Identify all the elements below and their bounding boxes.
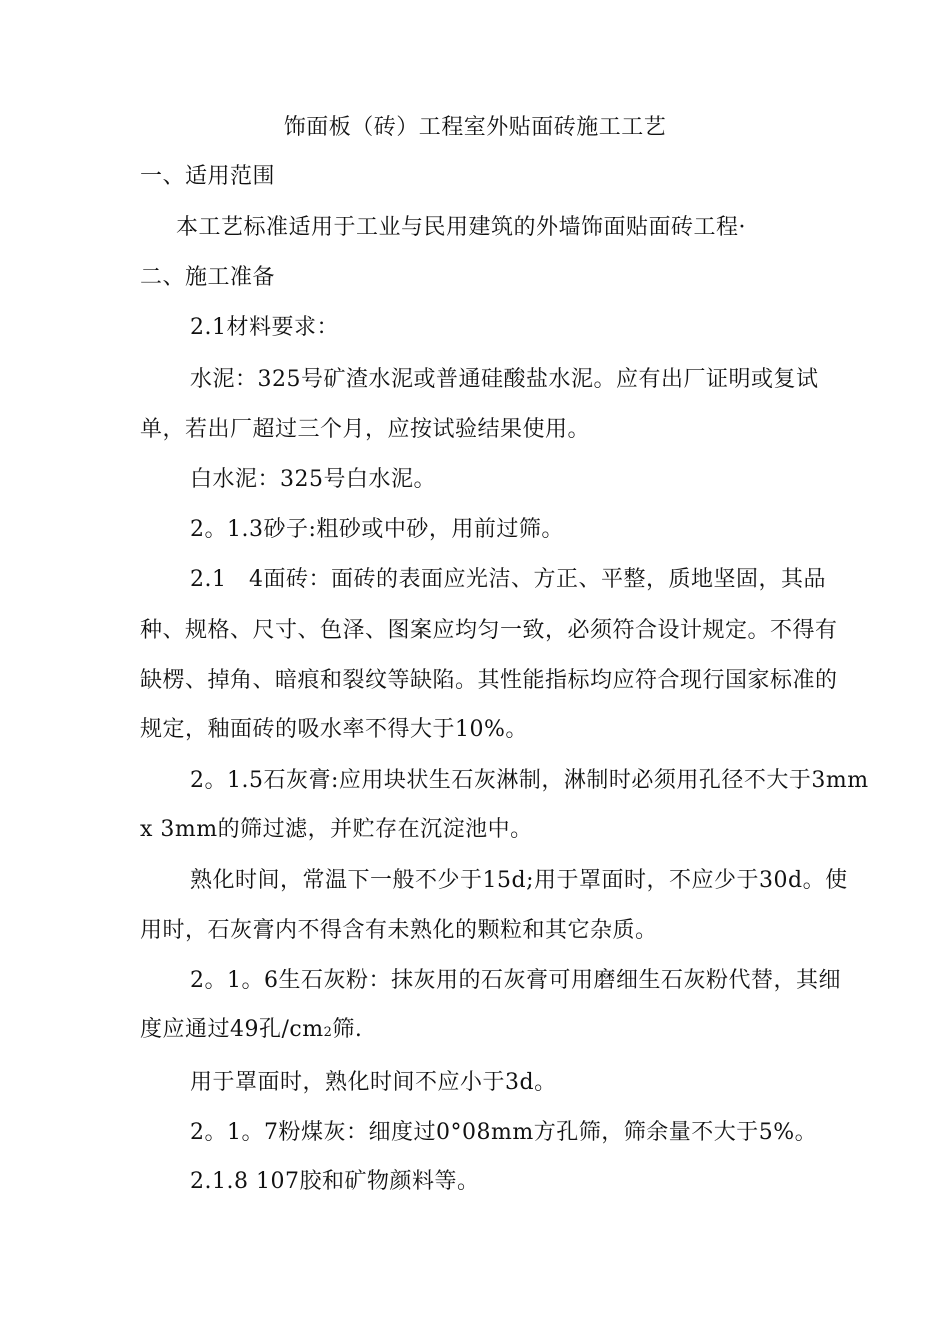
paragraph-line: 种、规格、尺寸、色泽、图案应均匀一致，必须符合设计规定。不得有 <box>140 618 838 643</box>
paragraph-line: 白水泥：325号白水泥。 <box>190 467 436 492</box>
paragraph-line: 2。1.3砂子:粗砂或中砂，用前过筛。 <box>190 517 564 542</box>
paragraph-line: 本工艺标准适用于工业与民用建筑的外墙饰面贴面砖工程· <box>176 215 746 240</box>
paragraph-line: 2。1.5石灰膏:应用块状生石灰淋制，淋制时必须用孔径不大于3mm <box>190 768 869 793</box>
paragraph-line: 规定，釉面砖的吸水率不得大于10%。 <box>140 717 528 742</box>
paragraph-line: 2。1。6生石灰粉：抹灰用的石灰膏可用磨细生石灰粉代替，其细 <box>190 968 841 993</box>
paragraph-text: 筛. <box>332 1017 363 1042</box>
paragraph-line: 2。1。7粉煤灰：细度过0°08mm方孔筛，筛余量不大于5%。 <box>190 1120 818 1145</box>
paragraph-line: 用时，石灰膏内不得含有未熟化的颗粒和其它杂质。 <box>140 918 658 943</box>
subsection-heading-materials: 2.1材料要求： <box>190 315 339 340</box>
paragraph-text: 度应通过49孔/cm <box>140 1017 324 1042</box>
paragraph-line: x 3mm的筛过滤，并贮存在沉淀池中。 <box>140 817 533 842</box>
unit-subscript: 2 <box>323 1025 333 1040</box>
section-heading-scope: 一、适用范围 <box>140 164 276 189</box>
paragraph-line: 水泥：325号矿渣水泥或普通硅酸盐水泥。应有出厂证明或复试 <box>190 367 819 392</box>
paragraph-line: 缺楞、掉角、暗痕和裂纹等缺陷。其性能指标均应符合现行国家标准的 <box>140 668 838 693</box>
paragraph-line: 2.1 4面砖：面砖的表面应光洁、方正、平整，质地坚固，其品 <box>190 567 826 592</box>
paragraph-line <box>140 1015 362 1048</box>
paragraph-line: 用于罩面时，熟化时间不应小于3d。 <box>190 1070 557 1095</box>
document-title: 饰面板（砖）工程室外贴面砖施工工艺 <box>283 115 667 140</box>
paragraph-line: 单，若出厂超过三个月，应按试验结果使用。 <box>140 417 591 442</box>
section-heading-preparation: 二、施工准备 <box>140 265 276 290</box>
paragraph-line: 2.1.8 107胶和矿物颜料等。 <box>190 1169 480 1194</box>
paragraph-line: 熟化时间，常温下一般不少于15d;用于罩面时，不应少于30d。使 <box>190 868 848 893</box>
